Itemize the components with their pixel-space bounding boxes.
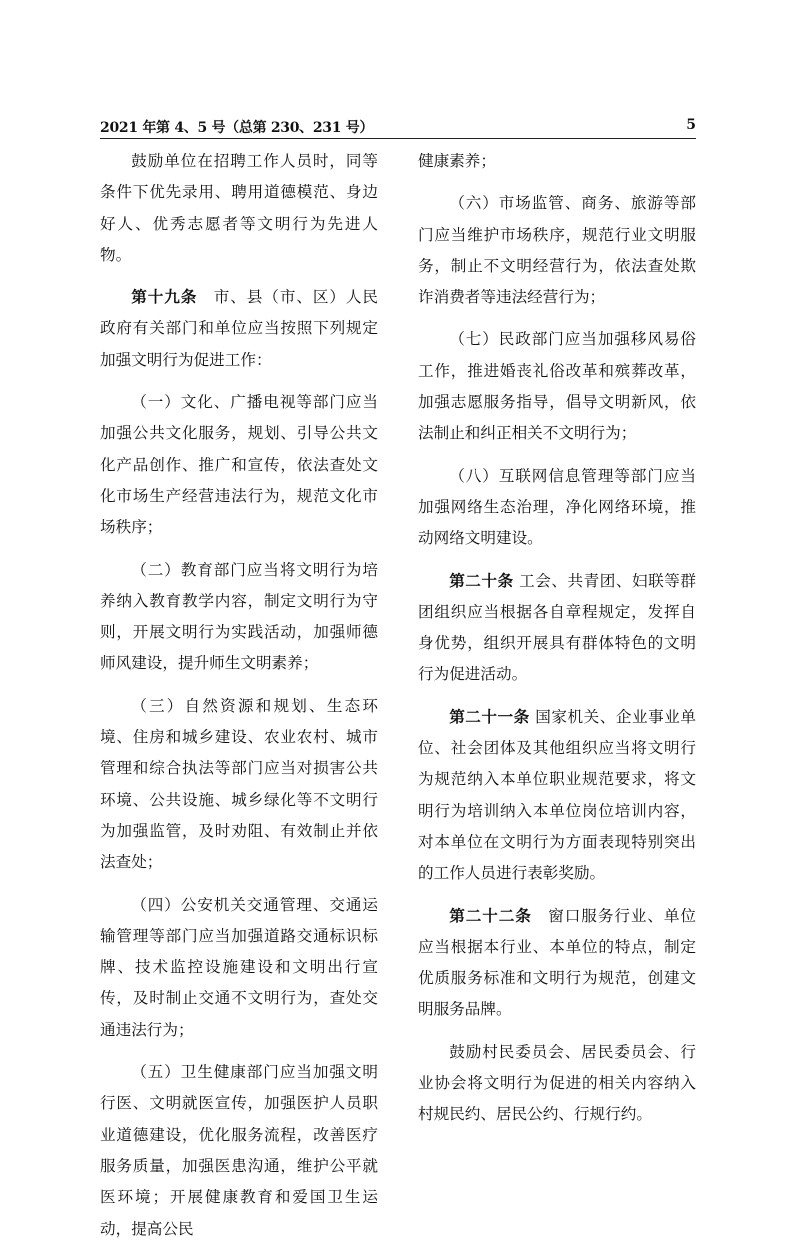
paragraph-continuation — [418, 145, 696, 177]
right-column — [418, 145, 696, 1131]
paragraph-text: 健康素养； — [418, 152, 496, 170]
paragraph-text: 窗口服务行业、单位应当根据本行业、本单位的特点，制定优质服务标准和文明行为规范，创建文明服务品牌。 — [418, 906, 696, 1019]
paragraph — [100, 1056, 378, 1245]
paragraph — [100, 281, 378, 376]
article-number: 第二十条 — [449, 570, 514, 590]
paragraph — [100, 145, 378, 271]
paragraph — [418, 701, 696, 890]
paragraph-text: 鼓励村民委员会、居民委员会、行业协会将文明行为促进的相关内容纳入村规民约、居民公约、行规行约。 — [418, 1042, 696, 1124]
paragraph-text: （二）教育部门应当将文明行为培养纳入教育教学内容，制定文明行为守则，开展文明行为实践活动，加强师德师风建设，提升师生文明素养； — [100, 560, 378, 673]
paragraph-text: （八）互联网信息管理等部门应当加强网络生态治理，净化网络环境，推动网络文明建设。 — [418, 466, 696, 548]
paragraph — [418, 900, 696, 1026]
paragraph-text: 工会、共青团、妇联等群团组织应当根据各自章程规定，发挥自身优势，组织开展具有群体特色的文明行为促进活动。 — [418, 571, 696, 684]
paragraph-text: （四）公安机关交通管理、交通运输管理等部门应当加强道路交通标识标牌、技术监控设施建设和文明出行宣传，及时制止交通不文明行为，查处交通违法行为； — [100, 895, 378, 1039]
page-header — [100, 117, 696, 139]
paragraph — [418, 565, 696, 691]
paragraph-text: 国家机关、企业事业单位、社会团体及其他组织应当将文明行为规范纳入本单位职业规范要求，将文明行为培训纳入本单位岗位培训内容，对本单位在文明行为方面表现特别突出的工作人员进行表彰奖励。 — [418, 707, 696, 883]
article-number: 第二十一条 — [449, 706, 530, 726]
paragraph — [418, 1036, 696, 1131]
paragraph-text: （七）民政部门应当加强移风易俗工作，推进婚丧礼俗改革和殡葬改革，加强志愿服务指导，倡导文明新风，依法制止和纠正相关不文明行为； — [418, 330, 696, 443]
paragraph-text: 市、县（市、区）人民政府有关部门和单位应当按照下列规定加强文明行为促进工作： — [100, 288, 378, 369]
article-number: 第二十二条 — [449, 905, 532, 925]
page-number: 5 — [686, 117, 696, 133]
article-number: 第十九条 — [131, 287, 198, 307]
paragraph-text: （三）自然资源和规划、生态环境、住房和城乡建设、农业农村、城市管理和综合执法等部门应当对损害公共环境、公共设施、城乡绿化等不文明行为加强监管，及时劝阻、有效制止并依法查处； — [100, 696, 378, 872]
paragraph — [100, 386, 378, 543]
left-column — [100, 145, 378, 1245]
paragraph-text: （五）卫生健康部门应当加强文明行医、文明就医宣传，加强医护人员职业道德建设，优化服务流程，改善医疗服务质量，加强医患沟通，维护公平就医环境；开展健康教育和爱国卫生运动，提高公民 — [100, 1063, 378, 1238]
paragraph — [418, 187, 696, 313]
paragraph — [100, 690, 378, 879]
paragraph-text: （六）市场监管、商务、旅游等部门应当维护市场秩序，规范行业文明服务，制止不文明经营行为，依法查处欺诈消费者等违法经营行为； — [418, 194, 696, 307]
issue-info: 2021 年第 4、5 号（总第 230、231 号） — [100, 120, 374, 136]
paragraph — [100, 554, 378, 680]
paragraph — [418, 323, 696, 449]
paragraph — [100, 889, 378, 1046]
paragraph — [418, 460, 696, 555]
header-rule — [100, 138, 696, 139]
paragraph-text: 鼓励单位在招聘工作人员时，同等条件下优先录用、聘用道德模范、身边好人、优秀志愿者等文明行为先进人物。 — [100, 152, 378, 264]
paragraph-text: （一）文化、广播电视等部门应当加强公共文化服务，规划、引导公共文化产品创作、推广和宣传，依法查处文化市场生产经营违法行为，规范文化市场秩序； — [100, 393, 378, 537]
